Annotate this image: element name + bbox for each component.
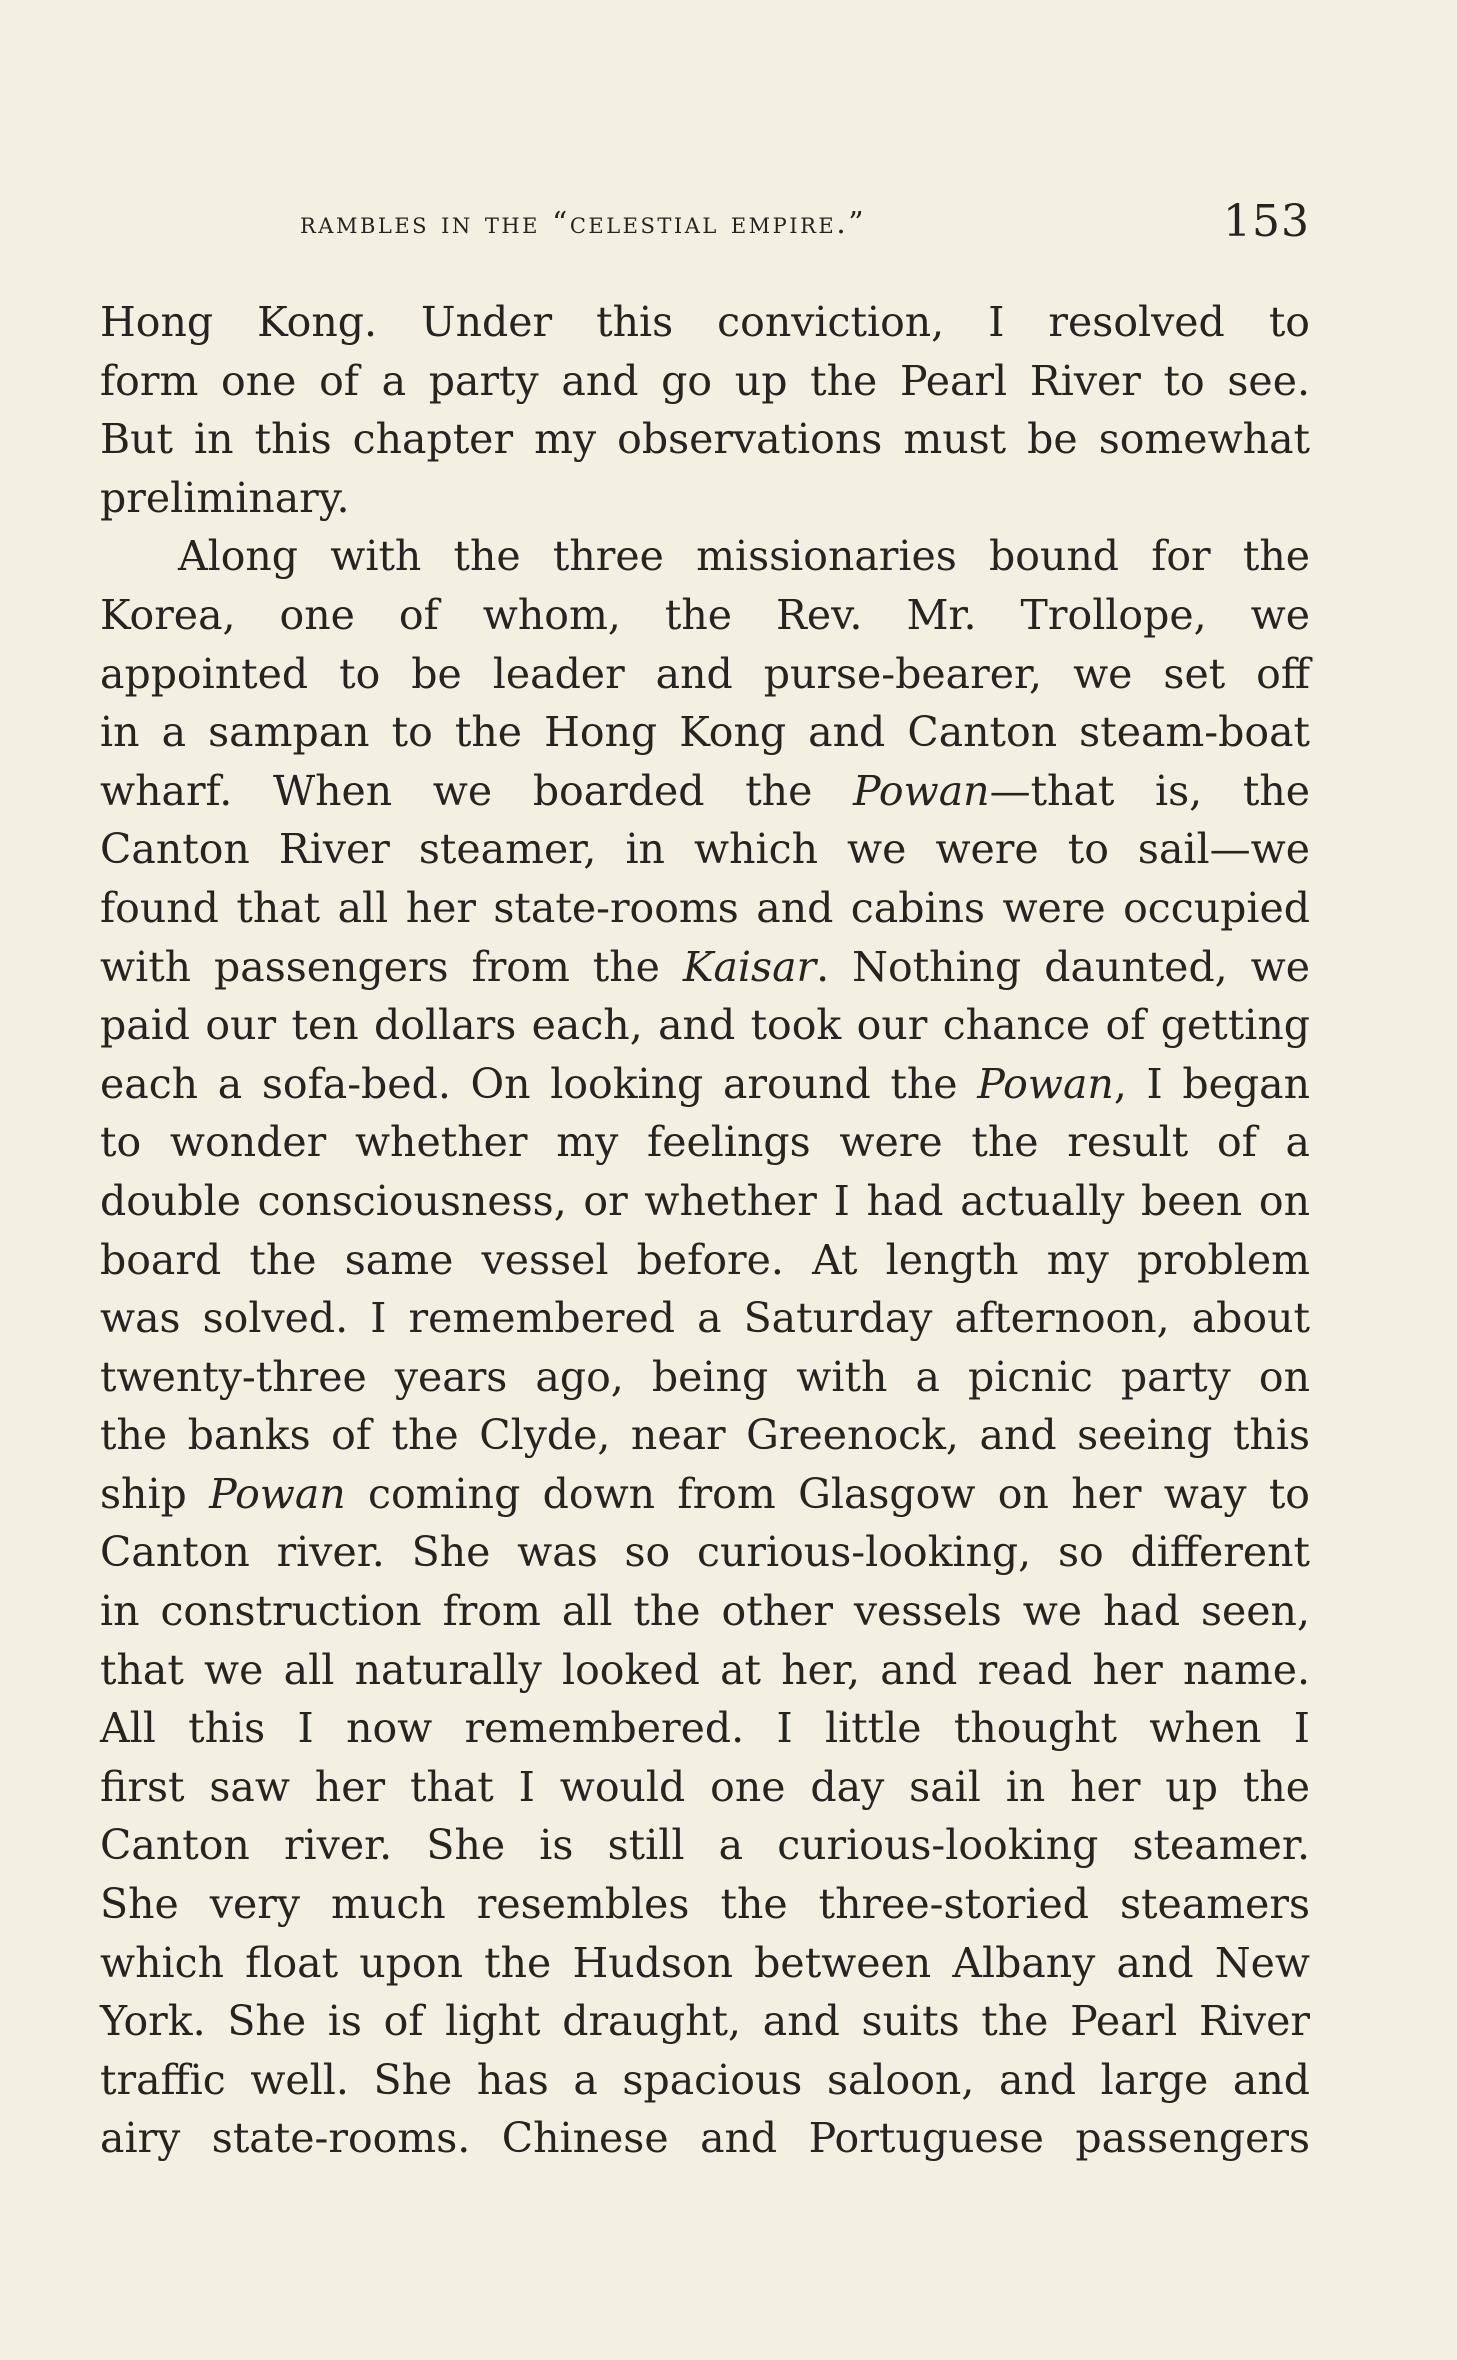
- text-line: found that all her state-rooms and cabins were occupied: [100, 883, 1310, 932]
- text-line: double consciousness, or whether I had actually been on: [100, 1176, 1310, 1225]
- text-line: Canton river. She is still a curious-looking steamer.: [100, 1821, 1310, 1870]
- text-line: Canton river. She was so curious-looking, so different: [100, 1528, 1310, 1577]
- text-line: with passengers from the Kaisar. Nothing daunted, we: [100, 942, 1310, 991]
- text-line: paid our ten dollars each, and took our chance of getting: [100, 1001, 1310, 1050]
- text-line: wharf. When we boarded the Powan—that is, the: [100, 766, 1310, 815]
- text-line: board the same vessel before. At length my problem: [100, 1235, 1310, 1284]
- text-line: which float upon the Hudson between Albany and New: [100, 1938, 1310, 1987]
- text-line: form one of a party and go up the Pearl River to see.: [100, 356, 1310, 405]
- ship-name-italic: Powan: [209, 1469, 346, 1518]
- text-line: that we all naturally looked at her, and read her name.: [100, 1645, 1310, 1694]
- ship-name-italic: Powan: [853, 766, 990, 815]
- text-line: traffic well. She has a spacious saloon, and large and: [100, 2055, 1310, 2104]
- text-line: first saw her that I would one day sail in her up the: [100, 1762, 1310, 1811]
- text-line: to wonder whether my feelings were the result of a: [100, 1118, 1310, 1167]
- running-head: [100, 196, 1310, 256]
- text-line: preliminary.: [100, 473, 350, 522]
- text-line: ship Powan coming down from Glasgow on her way to: [100, 1469, 1310, 1518]
- text-line: Canton River steamer, in which we were to sail—we: [100, 825, 1310, 874]
- ship-name-italic: Powan: [977, 1059, 1114, 1108]
- ship-name-italic: Kaisar: [682, 942, 817, 991]
- text-line: Korea, one of whom, the Rev. Mr. Trollope, we: [100, 590, 1310, 639]
- text-line: appointed to be leader and purse-bearer, we set off: [100, 649, 1310, 698]
- text-line: She very much resembles the three-storied steamers: [100, 1880, 1310, 1929]
- body-text: [100, 293, 1310, 2168]
- text-line: York. She is of light draught, and suits the Pearl River: [100, 1997, 1310, 2046]
- page-number: 153: [1223, 196, 1310, 247]
- text-line: each a sofa-bed. On looking around the Powan, I began: [100, 1059, 1310, 1108]
- text-line: airy state-rooms. Chinese and Portuguese passengers: [100, 2114, 1310, 2163]
- text-line: was solved. I remembered a Saturday afternoon, about: [100, 1294, 1310, 1343]
- text-line: All this I now remembered. I little thought when I: [100, 1704, 1310, 1753]
- running-title: rambles in the “celestial empire.”: [300, 206, 867, 241]
- text-line: in a sampan to the Hong Kong and Canton steam-boat: [100, 708, 1310, 757]
- text-line: in construction from all the other vessels we had seen,: [100, 1587, 1310, 1636]
- text-line: But in this chapter my observations must be somewhat: [100, 415, 1310, 464]
- text-line: the banks of the Clyde, near Greenock, and seeing this: [100, 1411, 1310, 1460]
- text-line: Along with the three missionaries bound for the: [178, 532, 1310, 581]
- text-line: Hong Kong. Under this conviction, I resolved to: [100, 298, 1310, 346]
- text-line: twenty-three years ago, being with a picnic party on: [100, 1352, 1310, 1401]
